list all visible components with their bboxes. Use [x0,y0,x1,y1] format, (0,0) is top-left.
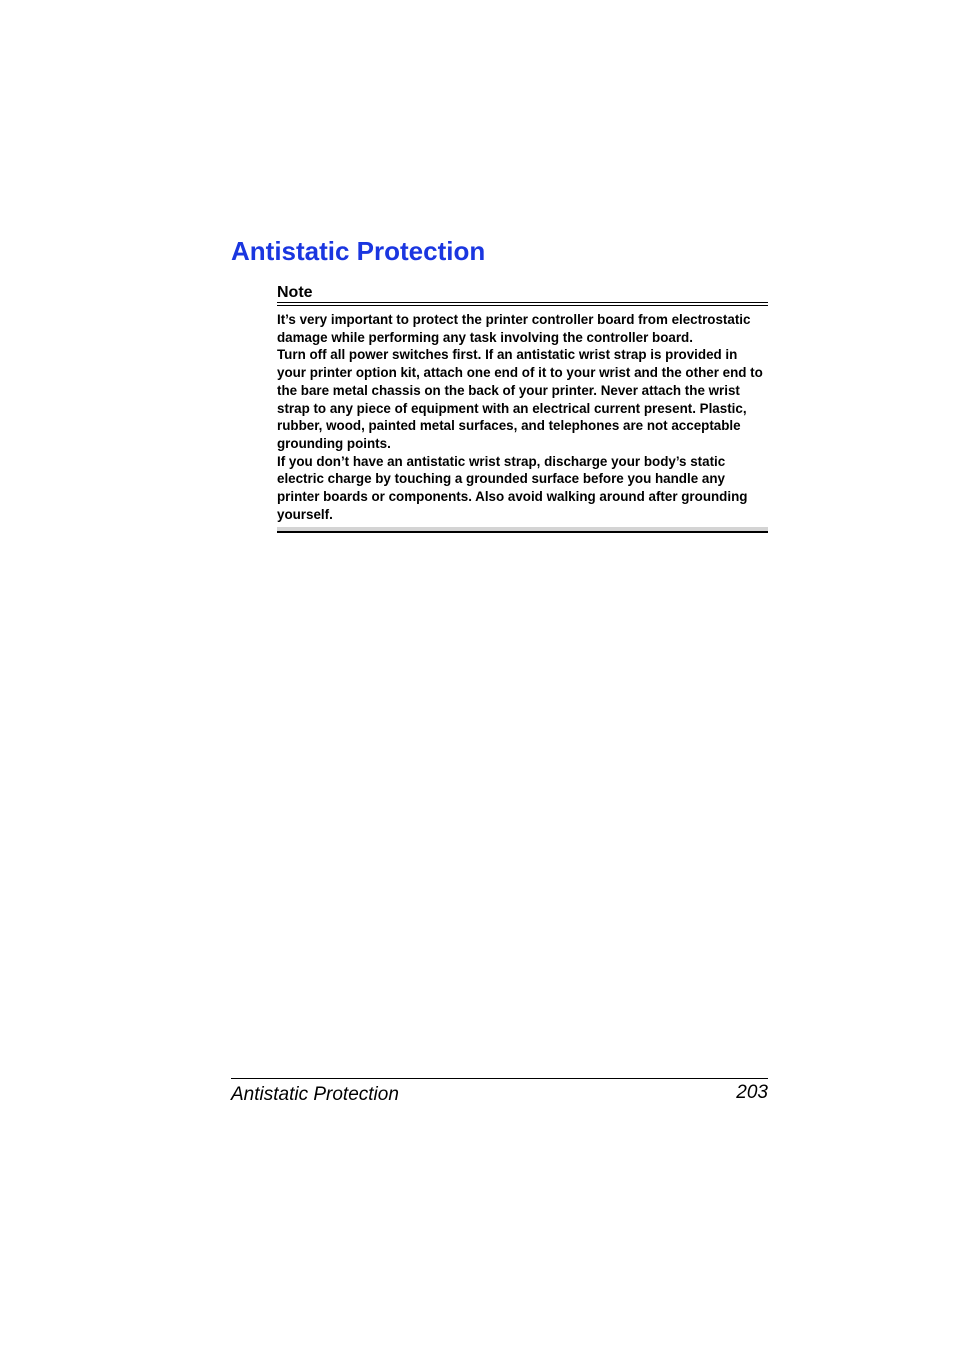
note-paragraph: It’s very important to protect the printer controller board from electrostatic damage while performing any task involving the controller board. [277,312,751,345]
page-title: Antistatic Protection [231,236,486,266]
note-paragraph: Turn off all power switches first. If an antistatic wrist strap is provided in your printer option kit, attach one end of it to your wrist and the other end to the bare metal chassis on the back of your printer. Never attach the wrist strap to any piece of equipment with an electrical current present. Plastic, rubber, wood, painted metal surfaces, and telephones are not acceptable grounding points. [277,347,763,451]
note-bottom-rule [277,527,768,533]
note-body [277,311,768,523]
footer-section-title: Antistatic Protection [231,1084,399,1105]
page-footer [231,1078,768,1109]
footer-page-number: 203 [736,1082,768,1103]
note-label: Note [277,284,313,301]
note-top-rule [277,302,768,306]
note-box [277,283,768,533]
note-paragraph: If you don’t have an antistatic wrist strap, discharge your body’s static electric charge by touching a grounded surface before you handle any printer boards or components. Also avoid walking around after grounding yourself. [277,453,748,522]
